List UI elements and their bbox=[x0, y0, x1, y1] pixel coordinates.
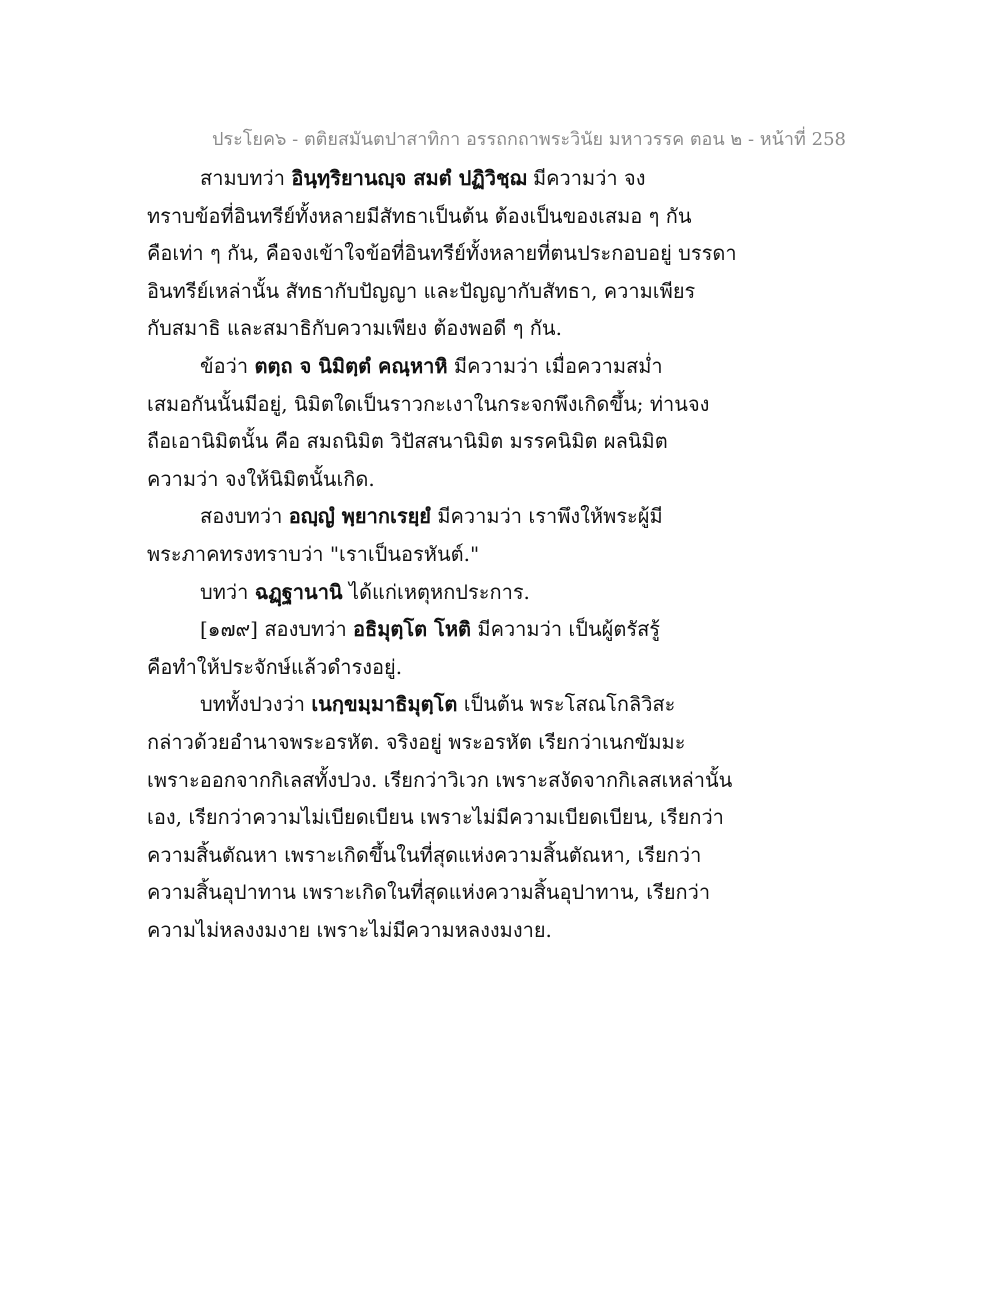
text-segment: อินทรีย์เหล่านั้น สัทธากับปัญญา และปัญญากับสัทธา, ความเพียร bbox=[147, 278, 696, 303]
pali-term: อินฺทฺริยานญฺจ สมตํ ปฏิวิชฺฌ bbox=[291, 166, 527, 190]
text-segment: ได้แก่เหตุหกประการ. bbox=[342, 579, 530, 604]
text-segment: ความสิ้นตัณหา เพราะเกิดขึ้นในที่สุดแห่งความสิ้นตัณหา, เรียกว่า bbox=[147, 842, 702, 867]
paragraph-first-line bbox=[147, 498, 747, 536]
text-segment: มีความว่า จง bbox=[526, 166, 646, 190]
page-header: ประโยค๖ - ตติยสมันตปาสาทิกา อรรถกถาพระวินัย มหาวรรค ตอน ๒ - หน้าที่ 258 bbox=[212, 129, 846, 150]
pali-term: อธิมุตฺโต โหติ bbox=[353, 617, 472, 642]
text-segment: [๑๗๙] สองบทว่า bbox=[200, 617, 354, 642]
text-line bbox=[147, 536, 747, 574]
text-segment: เพราะออกจากกิเลสทั้งปวง. เรียกว่าวิเวก เพราะสงัดจากกิเลสเหล่านั้น bbox=[147, 767, 733, 792]
text-segment: ทราบข้อที่อินทรีย์ทั้งหลายมีสัทธาเป็นต้น ต้องเป็นของเสมอ ๆ กัน bbox=[147, 203, 692, 228]
text-segment: สามบทว่า bbox=[200, 166, 292, 190]
text-segment: คือทำให้ประจักษ์แล้วดำรงอยู่. bbox=[147, 654, 403, 679]
text-segment: ความว่า จงให้นิมิตนั้นเกิด. bbox=[147, 466, 375, 491]
text-segment: ความไม่หลงงมงาย เพราะไม่มีความหลงงมงาย. bbox=[147, 917, 552, 942]
paragraph-first-line bbox=[147, 574, 747, 612]
pali-term: ฉฏฺฐานานิ bbox=[254, 579, 343, 604]
body-text bbox=[147, 160, 747, 949]
paragraph-first-line bbox=[147, 611, 747, 649]
text-line bbox=[147, 799, 747, 837]
text-segment: เสมอกันนั้นมีอยู่, นิมิตใดเป็นราวกะเงาในกระจกพึงเกิดขึ้น; ท่านจง bbox=[147, 391, 710, 416]
text-segment: บทว่า bbox=[200, 579, 255, 604]
text-segment: เอง, เรียกว่าความไม่เบียดเบียน เพราะไม่มีความเบียดเบียน, เรียกว่า bbox=[147, 805, 724, 830]
text-segment: บททั้งปวงว่า bbox=[200, 692, 312, 717]
text-segment: เป็นต้น พระโสณโกลิวิสะ bbox=[457, 692, 676, 717]
paragraph-first-line bbox=[147, 348, 747, 386]
text-line bbox=[147, 762, 747, 800]
text-line bbox=[147, 198, 747, 236]
text-segment: สองบทว่า bbox=[200, 504, 289, 529]
text-line bbox=[147, 874, 747, 912]
text-segment: ถือเอานิมิตนั้น คือ สมถนิมิต วิปัสสนานิมิต มรรคนิมิต ผลนิมิต bbox=[147, 429, 668, 454]
text-line bbox=[147, 461, 747, 499]
text-segment: กล่าวด้วยอำนาจพระอรหัต. จริงอยู่ พระอรหัต เรียกว่าเนกขัมมะ bbox=[147, 729, 686, 754]
pali-term: อญฺญํ พฺยากเรยฺยํ bbox=[288, 504, 432, 529]
text-segment: คือเท่า ๆ กัน, คือจงเข้าใจข้อที่อินทรีย์ทั้งหลายที่ตนประกอบอยู่ บรรดา bbox=[147, 241, 737, 266]
text-segment: ความสิ้นอุปาทาน เพราะเกิดในที่สุดแห่งความสิ้นอุปาทาน, เรียกว่า bbox=[147, 880, 711, 905]
text-segment: มีความว่า เราพึงให้พระผู้มี bbox=[431, 504, 663, 529]
text-line bbox=[147, 386, 747, 424]
paragraph-first-line bbox=[147, 686, 747, 724]
paragraph-first-line bbox=[147, 160, 747, 198]
text-segment: มีความว่า เมื่อความสม่ำ bbox=[447, 353, 663, 378]
text-line bbox=[147, 235, 747, 273]
text-segment: พระภาคทรงทราบว่า "เราเป็นอรหันต์." bbox=[147, 541, 480, 566]
text-segment: ข้อว่า bbox=[200, 353, 255, 378]
text-line bbox=[147, 310, 747, 348]
text-segment: กับสมาธิ และสมาธิกับความเพียง ต้องพอดี ๆ กัน. bbox=[147, 316, 562, 341]
pali-term: เนกฺขมฺมาธิมุตฺโต bbox=[311, 692, 458, 717]
text-line bbox=[147, 423, 747, 461]
text-line bbox=[147, 912, 747, 950]
text-line bbox=[147, 649, 747, 687]
pali-term: ตตฺถ จ นิมิตฺตํ คณฺหาหิ bbox=[254, 353, 448, 378]
text-segment: มีความว่า เป็นผู้ตรัสรู้ bbox=[471, 617, 661, 642]
text-line bbox=[147, 273, 747, 311]
text-line bbox=[147, 724, 747, 762]
text-line bbox=[147, 837, 747, 875]
